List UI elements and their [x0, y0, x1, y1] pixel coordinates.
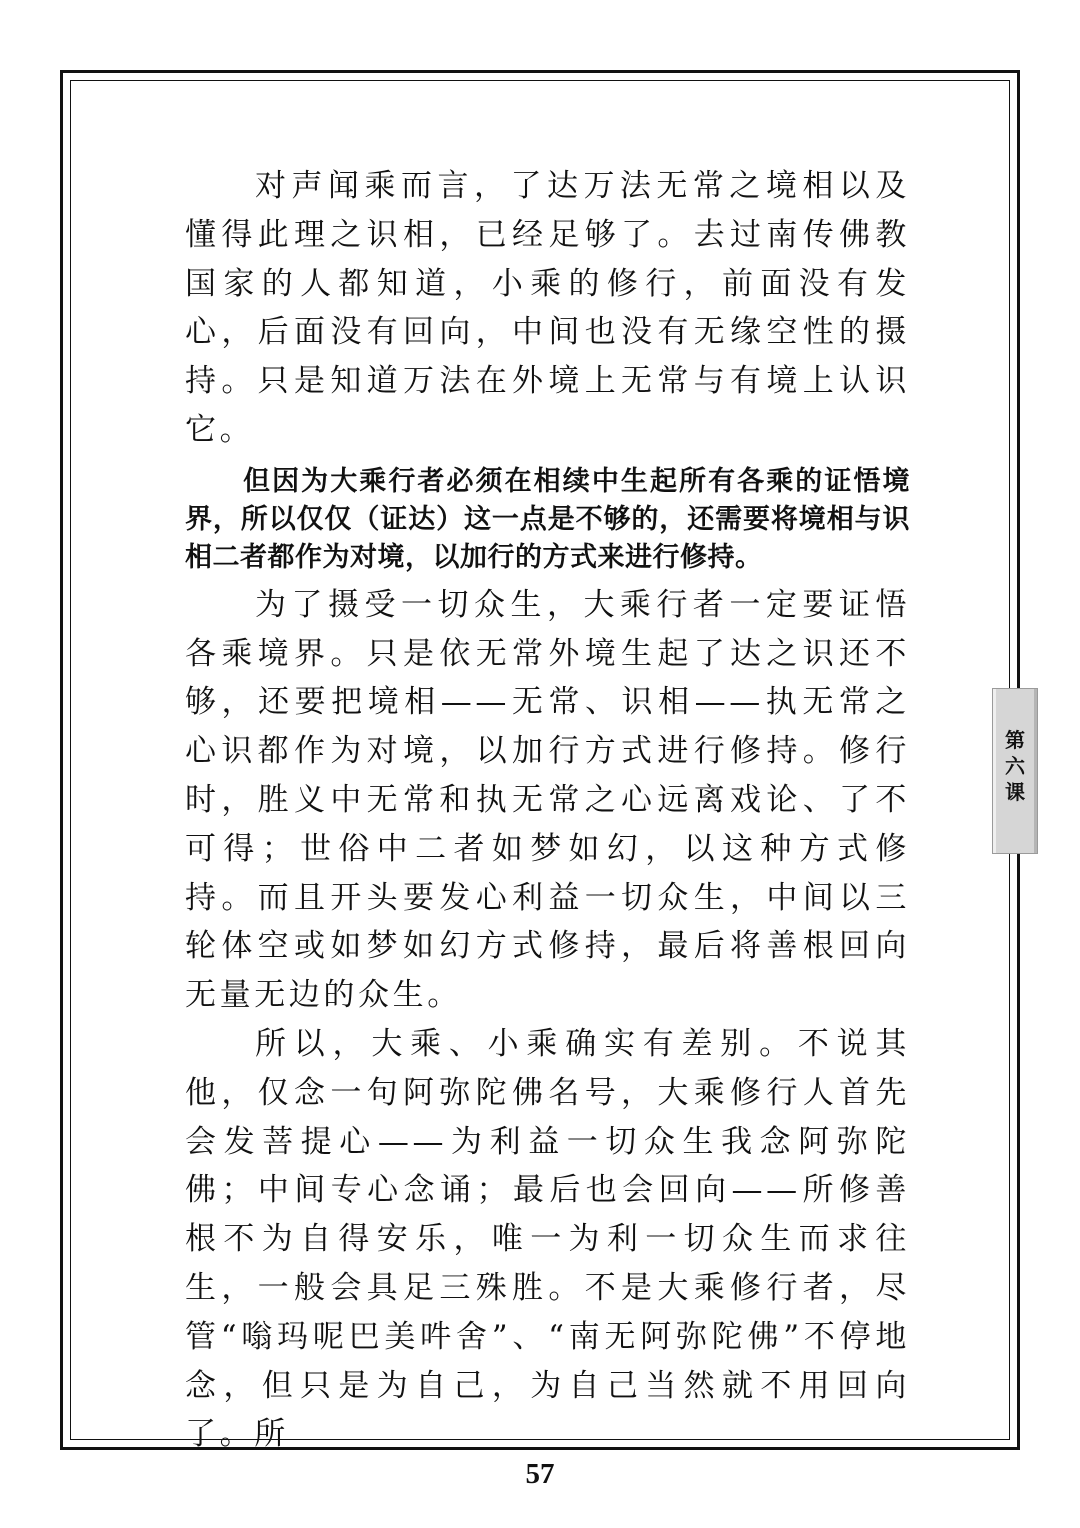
page-number: 57 — [525, 1458, 555, 1490]
paragraph-difference: 所以，大乘、小乘确实有差别。不说其他，仅念一句阿弥陀佛名号，大乘修行人首先会发菩提心——为利益一切众生我念阿弥陀佛；中间专心念诵；最后也会回向——所修善根不为自得安乐，唯一为利一切众生而求往生，一般会具足三殊胜。不是大乘修行者，尽管“嗡玛呢巴美吽舍”、“南无阿弥陀佛”不停地念，但只是为自己，为自己当然就不用回向了。所 — [185, 1025, 910, 1453]
paragraph-root-text: 但因为大乘行者必须在相续中生起所有各乘的证悟境界，所以仅仅（证达）这一点是不够的，还需要将境相与识相二者都作为对境，以加行的方式来进行修持。 — [185, 465, 910, 573]
paragraph-shravaka: 对声闻乘而言，了达万法无常之境相以及懂得此理之识相，已经足够了。去过南传佛教国家的人都知道，小乘的修行，前面没有发心，后面没有回向，中间也没有无缘空性的摄持。只是知道万法在外境上无常与有境上认识它。 — [185, 168, 910, 448]
paragraph-mahayana-practice: 为了摄受一切众生，大乘行者一定要证悟各乘境界。只是依无常外境生起了达之识还不够，还要把境相——无常、识相——执无常之心识都作为对境，以加行方式进行修持。修行时，胜义中无常和执无常之心远离戏论、了不可得；世俗中二者如梦如幻，以这种方式修持。而且开头要发心利益一切众生，中间以三轮体空或如梦如幻方式修持，最后将善根回向无量无边的众生。 — [185, 586, 910, 1014]
chapter-side-tab — [992, 688, 1038, 854]
chapter-tab-label: 第六课 — [1005, 728, 1025, 804]
page-content — [185, 162, 910, 1459]
